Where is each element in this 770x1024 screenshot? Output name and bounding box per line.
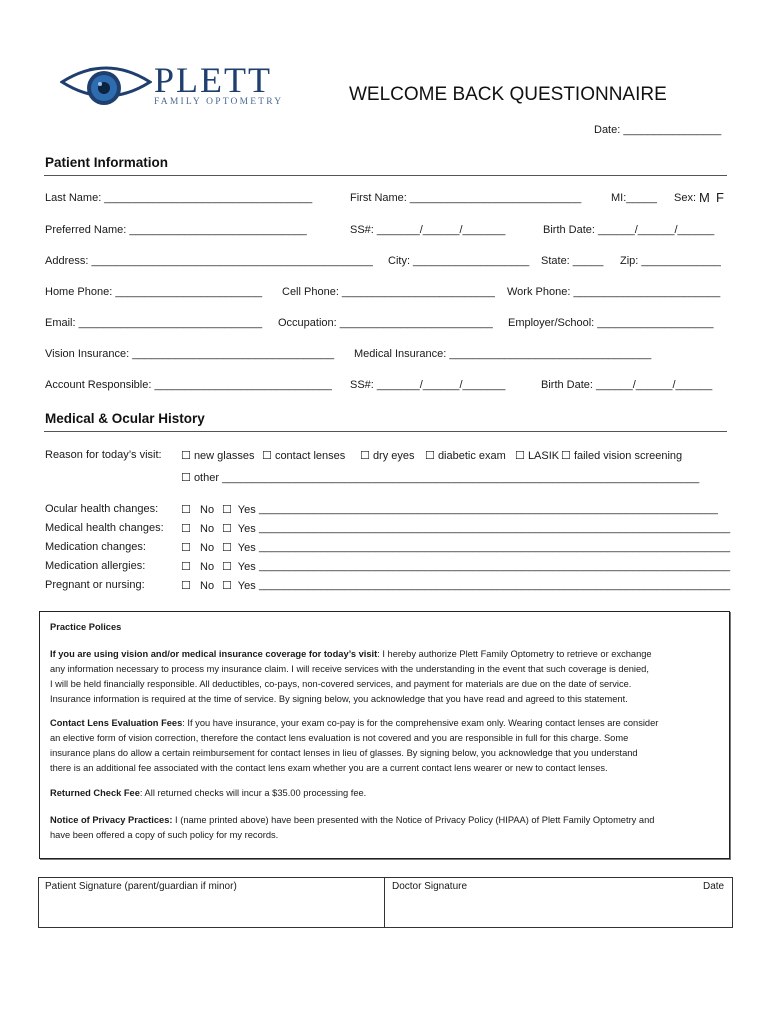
detail-line[interactable]: ___________________________________________________________________________ [259, 503, 718, 515]
logo-name: PLETT [154, 60, 272, 100]
reason-diabetic-exam[interactable] [425, 449, 506, 462]
date-field[interactable]: Date: ________________ [594, 124, 722, 136]
policy-text: have been offered a copy of such policy for my records. [50, 830, 279, 840]
privacy-policy-title: Notice of Privacy Practices: [50, 815, 173, 825]
sex-f-option[interactable]: F [716, 190, 724, 205]
checkbox-icon[interactable]: ☐ [181, 561, 191, 573]
policy-text: there is an additional fee associated with the contact lens exam whether you are a current contact lens wearer or new to contact lenses. [50, 763, 608, 773]
logo [60, 60, 152, 117]
no-option[interactable] [181, 560, 214, 573]
reason-other[interactable] [181, 471, 699, 484]
first-name-field[interactable]: First Name: ____________________________ [350, 192, 582, 204]
patient-signature-field[interactable]: Patient Signature (parent/guardian if minor) [45, 881, 237, 892]
detail-line[interactable]: _____________________________________________________________________________ [259, 522, 731, 534]
policy-text: any information necessary to process my insurance claim. I will receive services with the understanding in the event that such coverage is denied, [50, 664, 649, 674]
yes-option[interactable] [222, 522, 256, 535]
privacy-policy-line [50, 813, 654, 828]
preferred-name-field[interactable]: Preferred Name: _____________________________ [45, 224, 307, 236]
policy-text: insurance plans do allow a certain reimbursement for contact lenses in lieu of glasses. By signing below, you acknowledge that you understand [50, 748, 638, 758]
no-label: No [200, 504, 215, 516]
policies-heading [50, 620, 121, 635]
no-option[interactable] [181, 541, 214, 554]
checkbox-icon[interactable]: ☐ [425, 450, 435, 462]
policy-text: : I hereby authorize Plett Family Optometry to retrieve or exchange [377, 649, 652, 659]
yes-label: Yes [237, 542, 256, 554]
checkbox-icon[interactable]: ☐ [222, 561, 232, 573]
row-label: Medical health changes: [45, 522, 164, 534]
cell-phone-field[interactable]: Cell Phone: _________________________ [282, 286, 495, 298]
reason-label-text: new glasses [193, 450, 255, 462]
insurance-policy-title: If you are using vision and/or medical insurance coverage for today’s visit [50, 649, 378, 659]
row-label: Medication changes: [45, 541, 146, 553]
no-label: No [200, 542, 215, 554]
checkbox-icon[interactable]: ☐ [181, 450, 191, 462]
policy-text: Insurance information is required at the time of service. By signing below, you acknowledge that you have read and agreed to this statement. [50, 694, 628, 704]
yes-option[interactable] [222, 503, 256, 516]
contact-lens-policy-title: Contact Lens Evaluation Fees [50, 718, 183, 728]
employer-field[interactable]: Employer/School: ___________________ [508, 317, 714, 329]
medical-insurance-field[interactable]: Medical Insurance: _________________________________ [354, 348, 652, 360]
no-label: No [200, 580, 215, 592]
policies-heading-text: Practice Polices [50, 622, 122, 632]
detail-line[interactable]: _____________________________________________________________________________ [259, 560, 731, 572]
ss-field[interactable]: SS#: _______/______/_______ [350, 224, 506, 236]
row-label: Medication allergies: [45, 560, 146, 572]
detail-line[interactable]: _____________________________________________________________________________ [259, 579, 731, 591]
insurance-policy-line [50, 647, 652, 662]
yes-label: Yes [237, 504, 256, 516]
account-responsible-field[interactable]: Account Responsible: _____________________________ [45, 379, 332, 391]
checkbox-icon[interactable]: ☐ [222, 580, 232, 592]
reason-label: Reason for today’s visit: [45, 449, 162, 461]
state-field[interactable]: State: _____ [541, 255, 604, 267]
reason-contact-lenses[interactable] [262, 449, 345, 462]
checkbox-icon[interactable]: ☐ [222, 523, 232, 535]
reason-other-line[interactable]: other ______________________________________________________________________________ [193, 472, 700, 484]
reason-label-text: failed vision screening [573, 450, 683, 462]
checkbox-icon[interactable]: ☐ [181, 523, 191, 535]
birth-date-field[interactable]: Birth Date: ______/______/______ [543, 224, 715, 236]
yes-option[interactable] [222, 541, 256, 554]
checkbox-icon[interactable]: ☐ [561, 450, 571, 462]
signature-divider [384, 877, 385, 928]
reason-new-glasses[interactable] [181, 449, 254, 462]
address-field[interactable]: Address: ______________________________________________ [45, 255, 373, 267]
mi-field[interactable]: MI:_____ [611, 192, 657, 204]
policy-text: : If you have insurance, your exam co-pay is for the comprehensive exam only. Wearing contact lenses are consider [182, 718, 659, 728]
reason-label-text: dry eyes [372, 450, 415, 462]
vision-insurance-field[interactable]: Vision Insurance: _________________________________ [45, 348, 335, 360]
section-divider [44, 431, 727, 432]
patient-info-heading: Patient Information [45, 155, 169, 170]
yes-option[interactable] [222, 560, 256, 573]
reason-label-text: LASIK [527, 450, 560, 462]
detail-line[interactable]: _____________________________________________________________________________ [259, 541, 731, 553]
reason-label-text: contact lenses [274, 450, 346, 462]
work-phone-field[interactable]: Work Phone: ________________________ [507, 286, 721, 298]
sex-m-option[interactable]: M [699, 190, 710, 205]
policy-text: an elective form of vision correction, therefore the contact lens evaluation is not covered and you are responsible in full for this charge. Some [50, 733, 629, 743]
signature-date-field[interactable]: Date [703, 881, 725, 892]
email-field[interactable]: Email: ______________________________ [45, 317, 263, 329]
eye-logo-icon [60, 60, 152, 112]
reason-dry-eyes[interactable] [360, 449, 415, 462]
account-ss-field[interactable]: SS#: _______/______/_______ [350, 379, 506, 391]
row-label: Pregnant or nursing: [45, 579, 145, 591]
checkbox-icon[interactable]: ☐ [181, 472, 191, 484]
policy-text: I (name printed above) have been presented with the Notice of Privacy Policy (HIPAA) of Plett Family Optometry and [172, 815, 655, 825]
occupation-field[interactable]: Occupation: _________________________ [278, 317, 493, 329]
reason-lasik[interactable] [515, 449, 559, 462]
history-heading: Medical & Ocular History [45, 411, 205, 426]
returned-check-title: Returned Check Fee [50, 788, 140, 798]
checkbox-icon[interactable]: ☐ [262, 450, 272, 462]
row-label: Ocular health changes: [45, 503, 159, 515]
city-field[interactable]: City: ___________________ [388, 255, 530, 267]
doctor-signature-field[interactable]: Doctor Signature [392, 881, 468, 892]
checkbox-icon[interactable]: ☐ [515, 450, 525, 462]
logo-tagline: FAMILY OPTOMETRY [154, 97, 284, 107]
reason-label-text: diabetic exam [437, 450, 506, 462]
zip-field[interactable]: Zip: _____________ [620, 255, 721, 267]
no-option[interactable] [181, 522, 214, 535]
form-title: WELCOME BACK QUESTIONNAIRE [349, 84, 667, 105]
checkbox-icon[interactable]: ☐ [360, 450, 370, 462]
checkbox-icon[interactable]: ☐ [181, 542, 191, 554]
no-label: No [200, 523, 215, 535]
policy-text: : All returned checks will incur a $35.00 processing fee. [139, 788, 367, 798]
policy-text: I will be held financially responsible. All deductibles, co-pays, non-covered services, and payment for materials are due on the date of service. [50, 679, 632, 689]
yes-label: Yes [237, 561, 256, 573]
yes-label: Yes [237, 523, 256, 535]
returned-check-policy-line [50, 786, 366, 801]
checkbox-icon[interactable]: ☐ [222, 542, 232, 554]
practice-policies-box [39, 611, 730, 859]
checkbox-icon[interactable]: ☐ [181, 504, 191, 516]
home-phone-field[interactable]: Home Phone: ________________________ [45, 286, 263, 298]
section-divider [44, 175, 727, 176]
no-option[interactable] [181, 579, 214, 592]
reason-failed-vision-screening[interactable] [561, 449, 682, 462]
sex-label: Sex: [674, 192, 697, 204]
checkbox-icon[interactable]: ☐ [181, 580, 191, 592]
logo-wordmark [154, 60, 283, 107]
last-name-field[interactable]: Last Name: __________________________________ [45, 192, 313, 204]
contact-lens-policy-line [50, 716, 658, 731]
no-label: No [200, 561, 215, 573]
no-option[interactable] [181, 503, 214, 516]
checkbox-icon[interactable]: ☐ [222, 504, 232, 516]
yes-option[interactable] [222, 579, 256, 592]
account-birth-date-field[interactable]: Birth Date: ______/______/______ [541, 379, 713, 391]
yes-label: Yes [237, 580, 256, 592]
